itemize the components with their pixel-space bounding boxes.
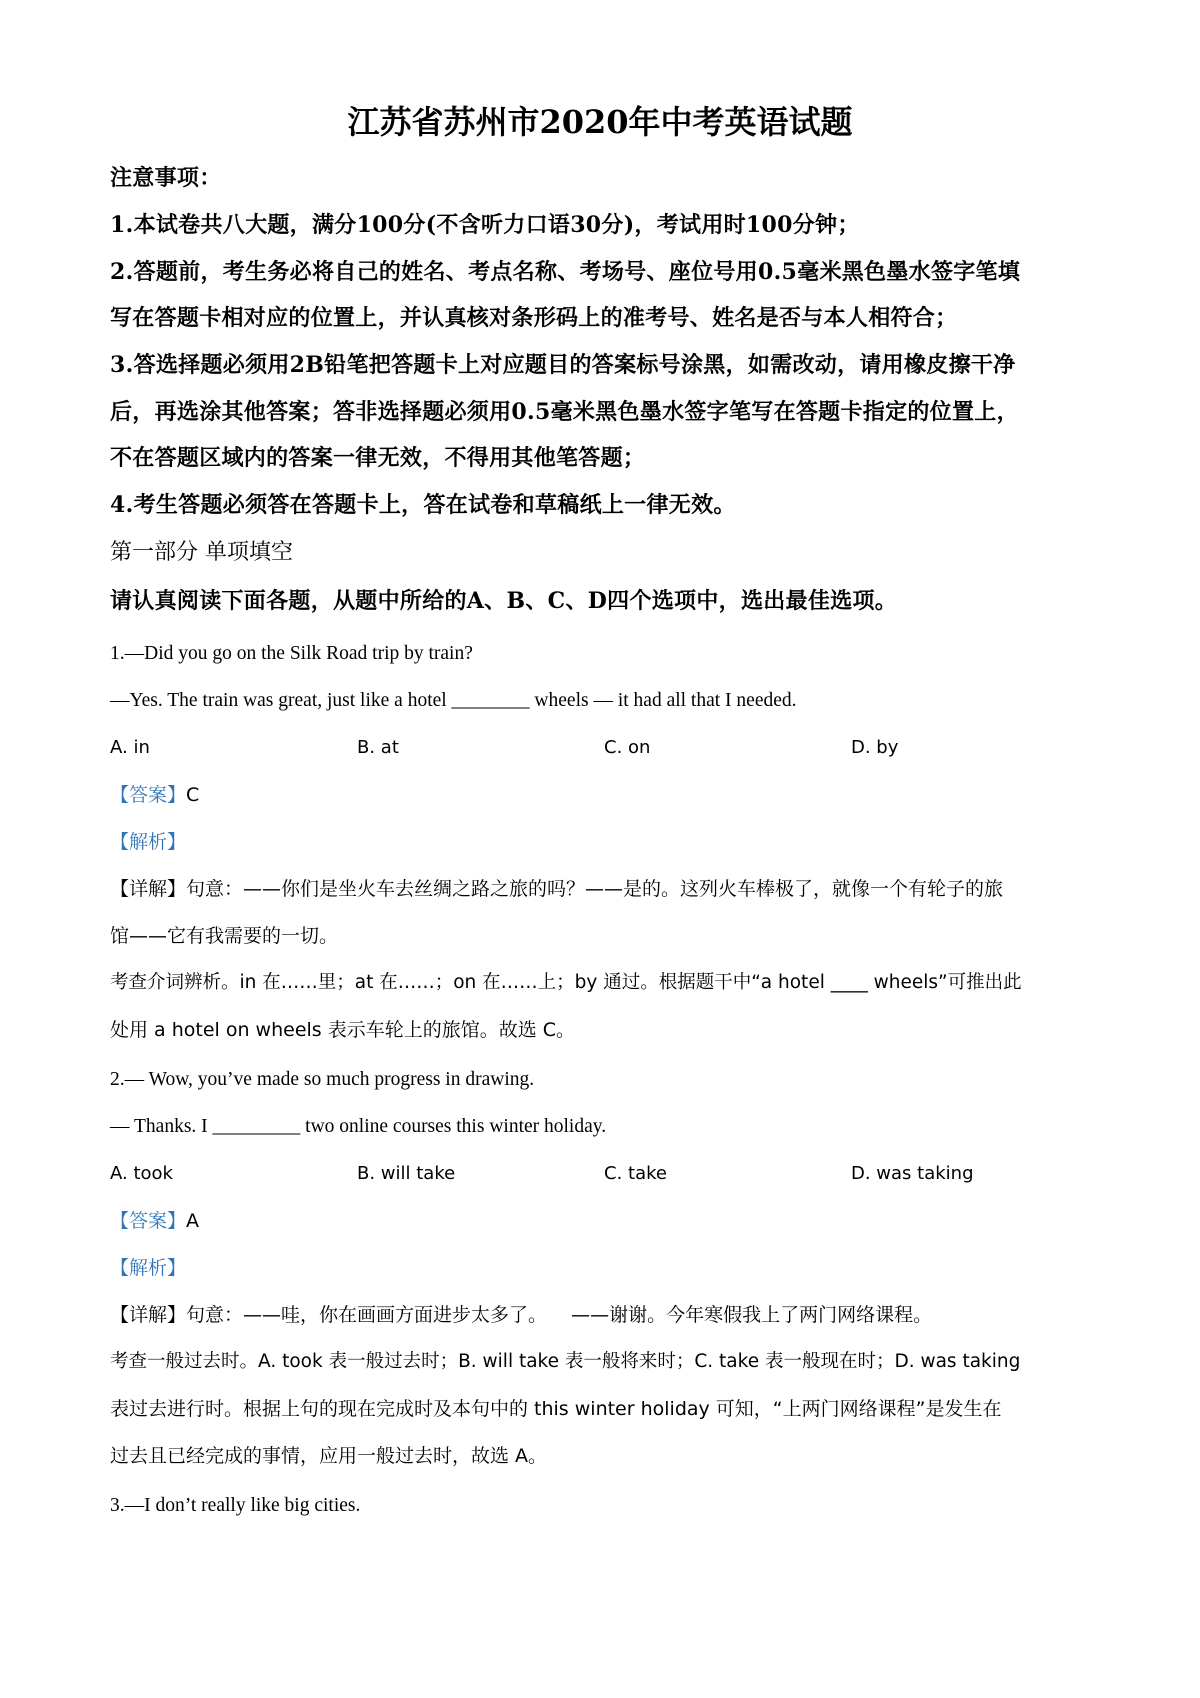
q1-line-2: —Yes. The train was great, just like a hotel ________ wheels — it had all that I needed. <box>110 690 797 711</box>
q1-line-1: 1.—Did you go on the Silk Road trip by train? <box>110 643 473 664</box>
note-item-3-line-1: 3.答选择题必须用2B铅笔把答题卡上对应题目的答案标号涂黑，如需改动，请用橡皮擦干净 <box>110 352 1016 378</box>
note-item-3-line-2: 后，再选涂其他答案；答非选择题必须用0.5毫米黑色墨水签字笔写在答题卡指定的位置上， <box>110 399 1019 425</box>
q1-option-d: D. by <box>851 737 899 758</box>
q1-answer-line <box>110 781 1100 809</box>
q1-detail-3: 考查介词辨析。in 在……里；at 在……；on 在……上；by 通过。根据题干中“a hotel ____ wheels”可推出此 <box>110 972 1022 993</box>
q2-answer: A <box>186 1210 200 1232</box>
q3-line-1: 3.—I don’t really like big cities. <box>110 1495 361 1516</box>
note-item-4: 4.考生答题必须答在答题卡上，答在试卷和草稿纸上一律无效。 <box>110 492 736 518</box>
q2-option-c: C. take <box>604 1163 667 1184</box>
q2-detail-1: 【详解】句意：——哇，你在画画方面进步太多了。 ——谢谢。今年寒假我上了两门网络课程。 <box>110 1304 933 1326</box>
note-item-3-line-3: 不在答题区域内的答案一律无效，不得用其他笔答题； <box>110 445 646 471</box>
q2-analysis-label: 【解析】 <box>110 1257 187 1279</box>
q1-detail-1: 【详解】句意：——你们是坐火车去丝绸之路之旅的吗？——是的。这列火车棒极了，就像一个有轮子的旅 <box>110 878 1004 900</box>
q1-analysis-label: 【解析】 <box>110 831 187 853</box>
q2-detail-3: 表过去进行时。根据上句的现在完成时及本句中的 this winter holiday 可知，“上两门网络课程”是发生在 <box>110 1398 1002 1420</box>
q1-answer-label: 【答案】 <box>110 784 187 806</box>
q2-answer-line <box>110 1207 1100 1235</box>
q2-line-2: — Thanks. I _________ two online courses this winter holiday. <box>110 1116 607 1137</box>
q2-option-a: A. took <box>110 1163 173 1184</box>
q2-detail-4: 过去且已经完成的事情，应用一般过去时，故选 A。 <box>110 1445 548 1467</box>
q1-answer: C <box>186 784 200 806</box>
notes-heading: 注意事项： <box>110 165 222 191</box>
note-item-1: 1.本试卷共八大题，满分100分(不含听力口语30分)，考试用时100分钟； <box>110 212 860 238</box>
q1-option-a: A. in <box>110 737 150 758</box>
note-item-2-line-1: 2.答题前，考生务必将自己的姓名、考点名称、考场号、座位号用0.5毫米黑色墨水签字笔填 <box>110 259 1021 285</box>
q1-option-b: B. at <box>357 737 399 758</box>
q1-option-c: C. on <box>604 737 651 758</box>
q2-answer-label: 【答案】 <box>110 1210 187 1232</box>
part1-heading: 第一部分 单项填空 <box>110 540 293 565</box>
q1-detail-4: 处用 a hotel on wheels 表示车轮上的旅馆。故选 C。 <box>110 1019 576 1041</box>
q2-detail-2: 考查一般过去时。A. took 表一般过去时；B. will take 表一般将来时；C. take 表一般现在时；D. was taking <box>110 1351 1021 1372</box>
q2-line-1: 2.— Wow, you’ve made so much progress in drawing. <box>110 1069 535 1090</box>
exam-title: 江苏省苏州市2020年中考英语试题 <box>347 103 853 141</box>
q1-detail-2: 馆——它有我需要的一切。 <box>110 925 339 947</box>
q2-option-b: B. will take <box>357 1163 456 1184</box>
note-item-2-line-2: 写在答题卡相对应的位置上，并认真核对条形码上的准考号、姓名是否与本人相符合； <box>110 305 958 331</box>
part1-instruction: 请认真阅读下面各题，从题中所给的A、B、C、D四个选项中，选出最佳选项。 <box>110 588 898 614</box>
q2-option-d: D. was taking <box>851 1163 974 1184</box>
